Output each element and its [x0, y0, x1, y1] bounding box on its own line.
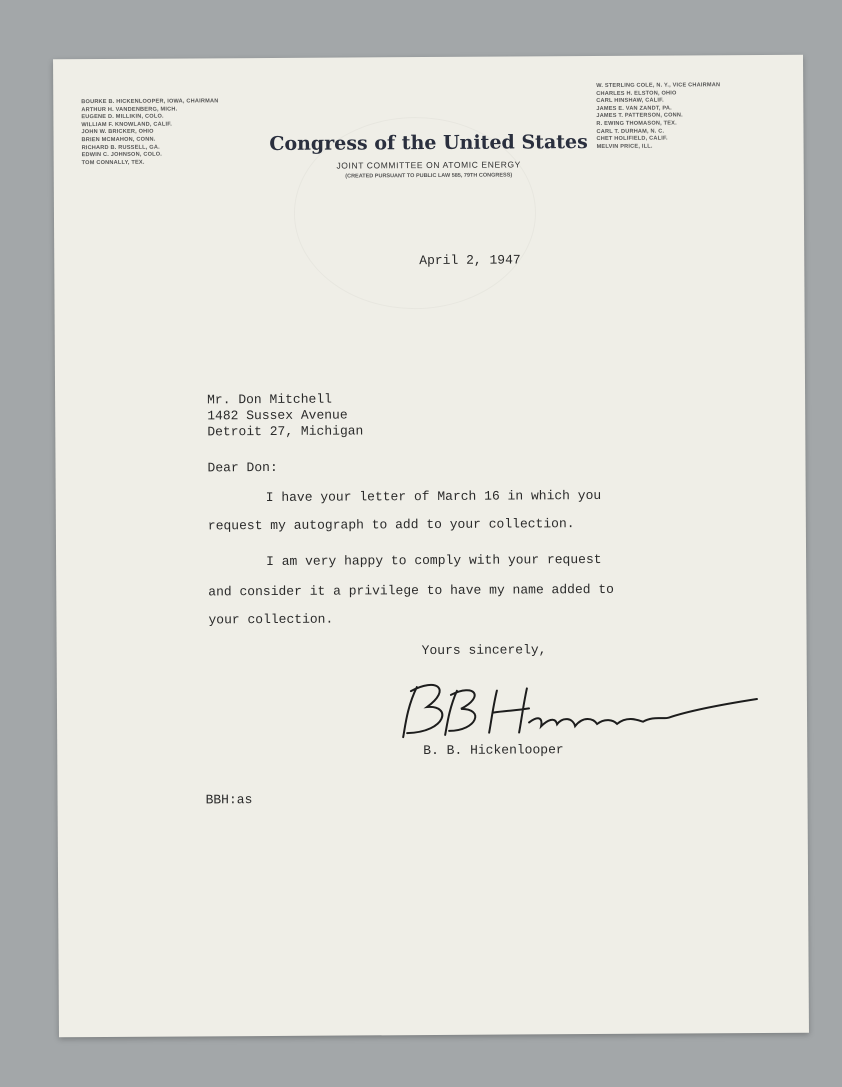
reference-initials: BBH:as	[205, 792, 253, 808]
member: BRIEN MCMAHON, CONN.	[81, 136, 156, 144]
letterhead-title: Congress of the United States	[269, 131, 588, 155]
member: EUGENE D. MILLIKIN, COLO.	[81, 113, 164, 121]
member: W. STERLING COLE, N. Y., VICE CHAIRMAN	[596, 82, 721, 89]
member: CARL T. DURHAM, N. C.	[596, 128, 665, 135]
member: JAMES T. PATTERSON, CONN.	[596, 112, 683, 120]
address-line: Mr. Don Mitchell	[207, 391, 332, 408]
committee-origin: (CREATED PURSUANT TO PUBLIC LAW 585, 79TH CONGRESS)	[345, 172, 513, 180]
member: BOURKE B. HICKENLOOPER, IOWA, CHAIRMAN	[81, 98, 219, 106]
address-line: Detroit 27, Michigan	[207, 423, 364, 440]
salutation: Dear Don:	[207, 459, 278, 476]
member: MELVIN PRICE, ILL.	[596, 143, 653, 150]
member: RICHARD B. RUSSELL, GA.	[81, 144, 160, 151]
member: EDWIN C. JOHNSON, COLO.	[81, 151, 163, 159]
committee-name: JOINT COMMITTEE ON ATOMIC ENERGY	[336, 159, 521, 171]
body-line: request my autograph to add to your collection.	[207, 516, 575, 534]
handwritten-signature	[397, 675, 777, 747]
member: CHARLES H. ELSTON, OHIO	[596, 90, 677, 97]
member: CHET HOLIFIELD, CALIF.	[596, 135, 668, 143]
member: JAMES E. VAN ZANDT, PA.	[596, 105, 672, 112]
letter-date: April 2, 1947	[419, 252, 521, 269]
address-line: 1482 Sussex Avenue	[207, 407, 348, 424]
member: CARL HINSHAW, CALIF.	[596, 97, 664, 105]
body-line: and consider it a privilege to have my name added to	[208, 581, 614, 600]
member: TOM CONNALLY, TEX.	[81, 159, 145, 166]
member: WILLIAM F. KNOWLAND, CALIF.	[81, 121, 172, 128]
member: R. EWING THOMASON, TEX.	[596, 120, 677, 127]
signer-name: B. B. Hickenlooper	[423, 742, 564, 759]
body-line: I am very happy to comply with your request	[266, 551, 602, 570]
closing: Yours sincerely,	[421, 642, 547, 659]
body-line: your collection.	[208, 611, 334, 628]
body-line: I have your letter of March 16 in which you	[265, 487, 602, 506]
member: JOHN W. BRICKER, OHIO	[81, 129, 154, 136]
letter-page	[53, 55, 809, 1038]
member: ARTHUR H. VANDENBERG, MICH.	[81, 106, 178, 113]
